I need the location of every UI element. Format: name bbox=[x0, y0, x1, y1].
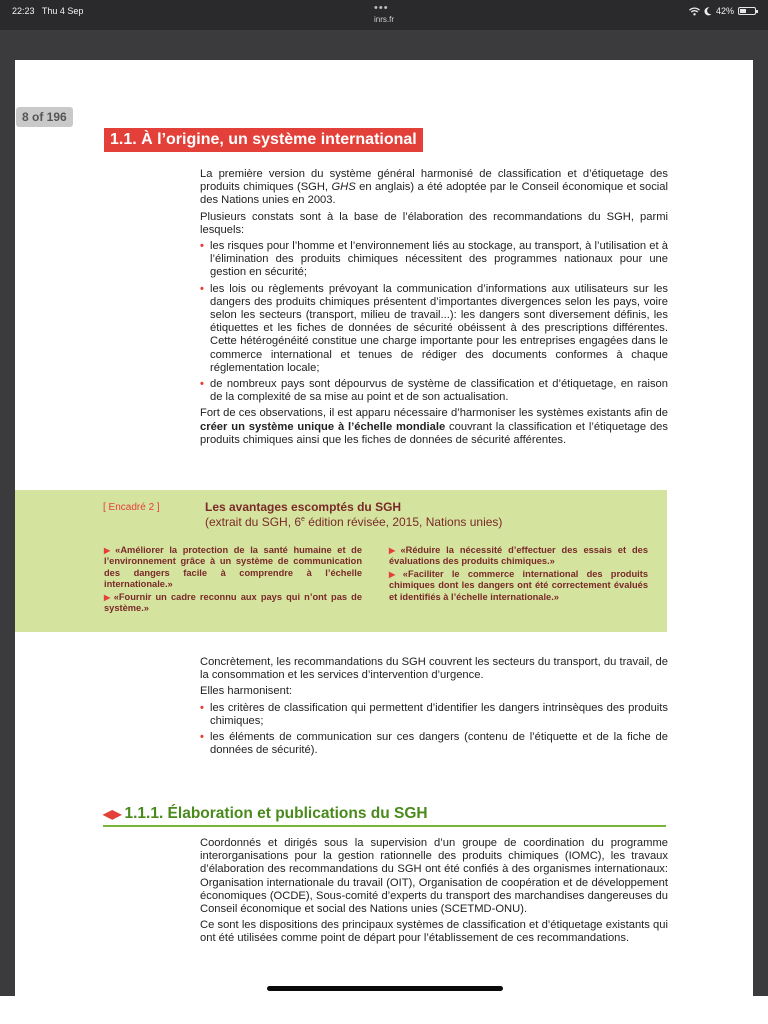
triangle-right-icon: ▶ bbox=[389, 569, 401, 579]
arrows-icon: ◀▶ bbox=[103, 807, 122, 821]
box-subtitle: (extrait du SGH, 6e édition révisée, 2015, Nations unies) bbox=[205, 515, 503, 529]
subsection-paragraph-2: Ce sont les dispositions des principaux systèmes de classification et d’étiquetage existants qui ont été utilisées comme point de départ pour l’établissement de ces recommandations. bbox=[200, 919, 668, 945]
url-label[interactable]: inrs.fr bbox=[374, 15, 394, 24]
box-item: ▶ «Faciliter le commerce international des produits chimiques dont les dangers ont été correctement évalués et identifiés à l’échelle internationale.» bbox=[389, 568, 648, 602]
moon-icon bbox=[704, 7, 712, 16]
list-item: • les lois ou règlements prévoyant la communication d’informations aux utilisateurs sur les dangers des produits chimiques présentent d’importantes divergences selon les pays, voire selon les secteurs (transport, milieu de travail...): les dangers sont diversement définis, les étiquettes et les fiches de données de sécurité obéissent à des prescriptions différentes. Cette hétérogénéité constitue une charge importante pour les entreprises engagées dans le commerce international et tenues de rédiger des documents conformes à chaque réglementation locale; bbox=[200, 283, 668, 375]
status-time: 22:23 Thu 4 Sep bbox=[12, 6, 84, 16]
intro-text bbox=[200, 168, 668, 450]
intro-paragraph-3: Fort de ces observations, il est apparu nécessaire d’harmoniser les systèmes existants afin de créer un système unique à l’échelle mondiale couvrant la classification et l’étiquetage des produits chimiques ainsi que les fiches de données de sécurité afférentes. bbox=[200, 407, 668, 446]
battery-percent: 42% bbox=[715, 6, 734, 16]
box-right-column bbox=[389, 545, 648, 604]
intro-paragraph-1: La première version du système général harmonisé de classification et d’étiquetage des produits chimiques (SGH, GHS en anglais) a été adoptée par le Conseil économique et social des Nations unies en 2003. bbox=[200, 168, 668, 207]
subsection-title: ◀▶ 1.1.1. Élaboration et publications du SGH bbox=[103, 805, 666, 827]
list-item: • de nombreux pays sont dépourvus de système de classification et d’étiquetage, en raison de la complexité de sa mise au point et de son actualisation. bbox=[200, 378, 668, 404]
intro-paragraph-2: Plusieurs constats sont à la base de l’élaboration des recommandations du SGH, parmi lesquels: bbox=[200, 210, 668, 236]
triangle-right-icon: ▶ bbox=[389, 546, 399, 555]
subsection-paragraph-1: Coordonnés et dirigés sous la supervision d’un groupe de coordination du programme interorganisations pour la gestion rationnelle des produits chimiques (IOMC), les travaux d’élaboration des recommandations du SGH ont été confiés à des organismes internationaux: Organisation internationale du travail (OIT), Organisation de coopération et de développement économiques (OCDE), Sous-comité d’experts du transport des marchandises dangereuses du Conseil économique et social des Nations unies (SCETMD-ONU). bbox=[200, 837, 668, 916]
box-left-column bbox=[104, 545, 362, 615]
box-item: ▶ «Réduire la nécessité d’effectuer des essais et des évaluations des produits chimiques.» bbox=[389, 545, 648, 567]
mid-paragraph-1: Concrètement, les recommandations du SGH couvrent les secteurs du transport, du travail, de la consommation et les services d’intervention d’urgence. bbox=[200, 656, 668, 682]
box-item: ▶ «Améliorer la protection de la santé humaine et de l’environnement grâce à un système de communication des dangers facile à comprendre à l’échelle internationale.» bbox=[104, 545, 362, 590]
section-title: 1.1. À l’origine, un système international bbox=[104, 128, 423, 152]
page-indicator: 8 of 196 bbox=[16, 107, 73, 127]
home-indicator[interactable] bbox=[267, 986, 503, 991]
document-viewer[interactable] bbox=[0, 30, 768, 996]
list-item: • les risques pour l’homme et l’environnement liés au stockage, au transport, à l’utilisation et à l’élimination des produits chimiques nécessitent des programmes nationaux pour une gestion en sécurité; bbox=[200, 240, 668, 280]
list-item: • les éléments de communication sur ces dangers (contenu de l’étiquette et de la fiche de données de sécurité). bbox=[200, 731, 668, 757]
mid-paragraph-2: Elles harmonisent: bbox=[200, 685, 293, 698]
status-indicators bbox=[689, 6, 756, 16]
status-bar bbox=[0, 0, 768, 30]
box-item: ▶ «Fournir un cadre reconnu aux pays qui n’ont pas de système.» bbox=[104, 591, 362, 614]
list-item: • les critères de classification qui permettent d’identifier les dangers intrinsèques des produits chimiques; bbox=[200, 702, 668, 728]
mid-bullet-list bbox=[200, 702, 668, 758]
box-tag: [ Encadré 2 ] bbox=[103, 502, 160, 513]
subsection-text bbox=[200, 837, 668, 949]
battery-icon bbox=[738, 7, 756, 15]
intro-bullet-list bbox=[200, 240, 668, 404]
triangle-right-icon: ▶ bbox=[104, 546, 114, 555]
bottom-area bbox=[0, 996, 768, 1024]
triangle-right-icon: ▶ bbox=[104, 592, 112, 602]
wifi-icon bbox=[689, 7, 700, 16]
document-page[interactable] bbox=[15, 60, 753, 1024]
encadre-box bbox=[15, 490, 667, 632]
box-title: Les avantages escomptés du SGH bbox=[205, 500, 402, 514]
mid-text bbox=[200, 656, 668, 760]
more-dots-icon[interactable]: ••• bbox=[374, 2, 389, 14]
